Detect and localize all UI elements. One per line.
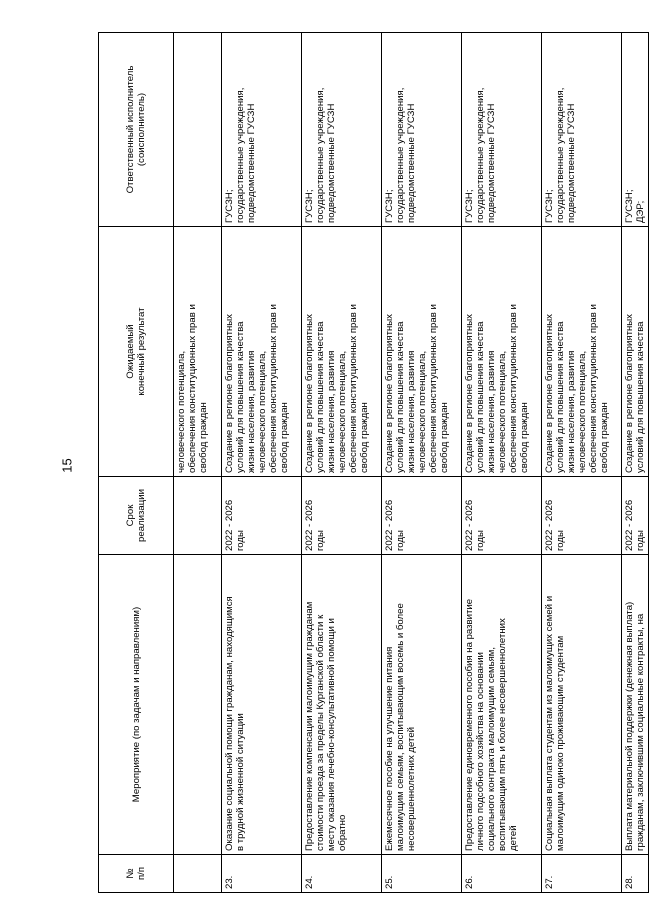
cell-measure [174,555,222,855]
rotated-table-wrapper [98,33,646,893]
header-num: № п/п [99,855,174,893]
cell-term: 2022 - 2026 годы [542,477,622,555]
cell-term: 2022 - 2026 годы [382,477,462,555]
table-header-row [99,33,174,893]
table-row [382,33,462,893]
cell-result: Создание в регионе благоприятных условий для повышения качества жизни населения, развития человеческого потенциала, обеспечения конституционных прав и свобод граждан [302,227,382,477]
page-number-text: 15 [59,458,75,473]
cell-num: 27. [542,855,622,893]
cell-responsible: ГУСЗН; государственные учреждения, подведомственные ГУСЗН [542,33,622,227]
cell-result: Создание в регионе благоприятных условий для повышения качества [622,227,649,477]
table-row-continuation [174,33,222,893]
cell-result: Создание в регионе благоприятных условий для повышения качества жизни населения, развития человеческого потенциала, обеспечения конституционных прав и свобод граждан [222,227,302,477]
cell-num [174,855,222,893]
cell-responsible [174,33,222,227]
cell-responsible: ГУСЗН; государственные учреждения, подведомственные ГУСЗН [222,33,302,227]
cell-result: человеческого потенциала, обеспечения конституционных прав и свобод граждан [174,227,222,477]
cell-term [174,477,222,555]
page-number [60,458,74,473]
table-row [622,33,649,893]
header-measure: Мероприятие (по задачам и направлениям) [99,555,174,855]
cell-responsible: ГУСЗН; государственные учреждения, подведомственные ГУСЗН [302,33,382,227]
cell-measure: Предоставление единовременного пособия на развитие личного подсобного хозяйства на основании социального контракта малоимущим семьям, воспитывающим пять и более несовершеннолетних детей [462,555,542,855]
measures-table [98,32,649,893]
cell-term: 2022 - 2026 годы [222,477,302,555]
header-term: Срок реализации [99,477,174,555]
cell-result: Создание в регионе благоприятных условий для повышения качества жизни населения, развития человеческого потенциала, обеспечения конституционных прав и свобод граждан [462,227,542,477]
table-row [462,33,542,893]
cell-measure: Оказание социальной помощи гражданам, находящимся в трудной жизненной ситуации [222,555,302,855]
table-row [222,33,302,893]
cell-measure: Социальная выплата студентам из малоимущих семей и малоимущим одиноко проживающим студентам [542,555,622,855]
cell-term: 2022 - 2026 годы [302,477,382,555]
cell-responsible: ГУСЗН; ДЭР; [622,33,649,227]
cell-term: 2022 - 2026 годы [462,477,542,555]
cell-num: 25. [382,855,462,893]
header-result: Ожидаемый конечный результат [99,227,174,477]
table-row [302,33,382,893]
cell-measure: Выплата материальной поддержки (денежная выплата) гражданам, заключившим социальные контракты, на [622,555,649,855]
header-responsible: Ответственный исполнитель (соисполнитель) [99,33,174,227]
cell-responsible: ГУСЗН; государственные учреждения, подведомственные ГУСЗН [462,33,542,227]
table-row [542,33,622,893]
cell-num: 23. [222,855,302,893]
cell-num: 24. [302,855,382,893]
cell-num: 26. [462,855,542,893]
cell-measure: Предоставление компенсации малоимущим гражданам стоимости проезда за пределы Курганской области к месту оказания лечебно-консультативной помощи и обратно [302,555,382,855]
cell-measure: Ежемесячное пособие на улучшение питания малоимущим семьям, воспитывающим восемь и более несовершеннолетних детей [382,555,462,855]
cell-term: 2022 - 2026 годы [622,477,649,555]
cell-responsible: ГУСЗН; государственные учреждения, подведомственные ГУСЗН [382,33,462,227]
cell-result: Создание в регионе благоприятных условий для повышения качества жизни населения, развития человеческого потенциала, обеспечения конституционных прав и свобод граждан [542,227,622,477]
cell-result: Создание в регионе благоприятных условий для повышения качества жизни населения, развития человеческого потенциала, обеспечения конституционных прав и свобод граждан [382,227,462,477]
cell-num: 28. [622,855,649,893]
